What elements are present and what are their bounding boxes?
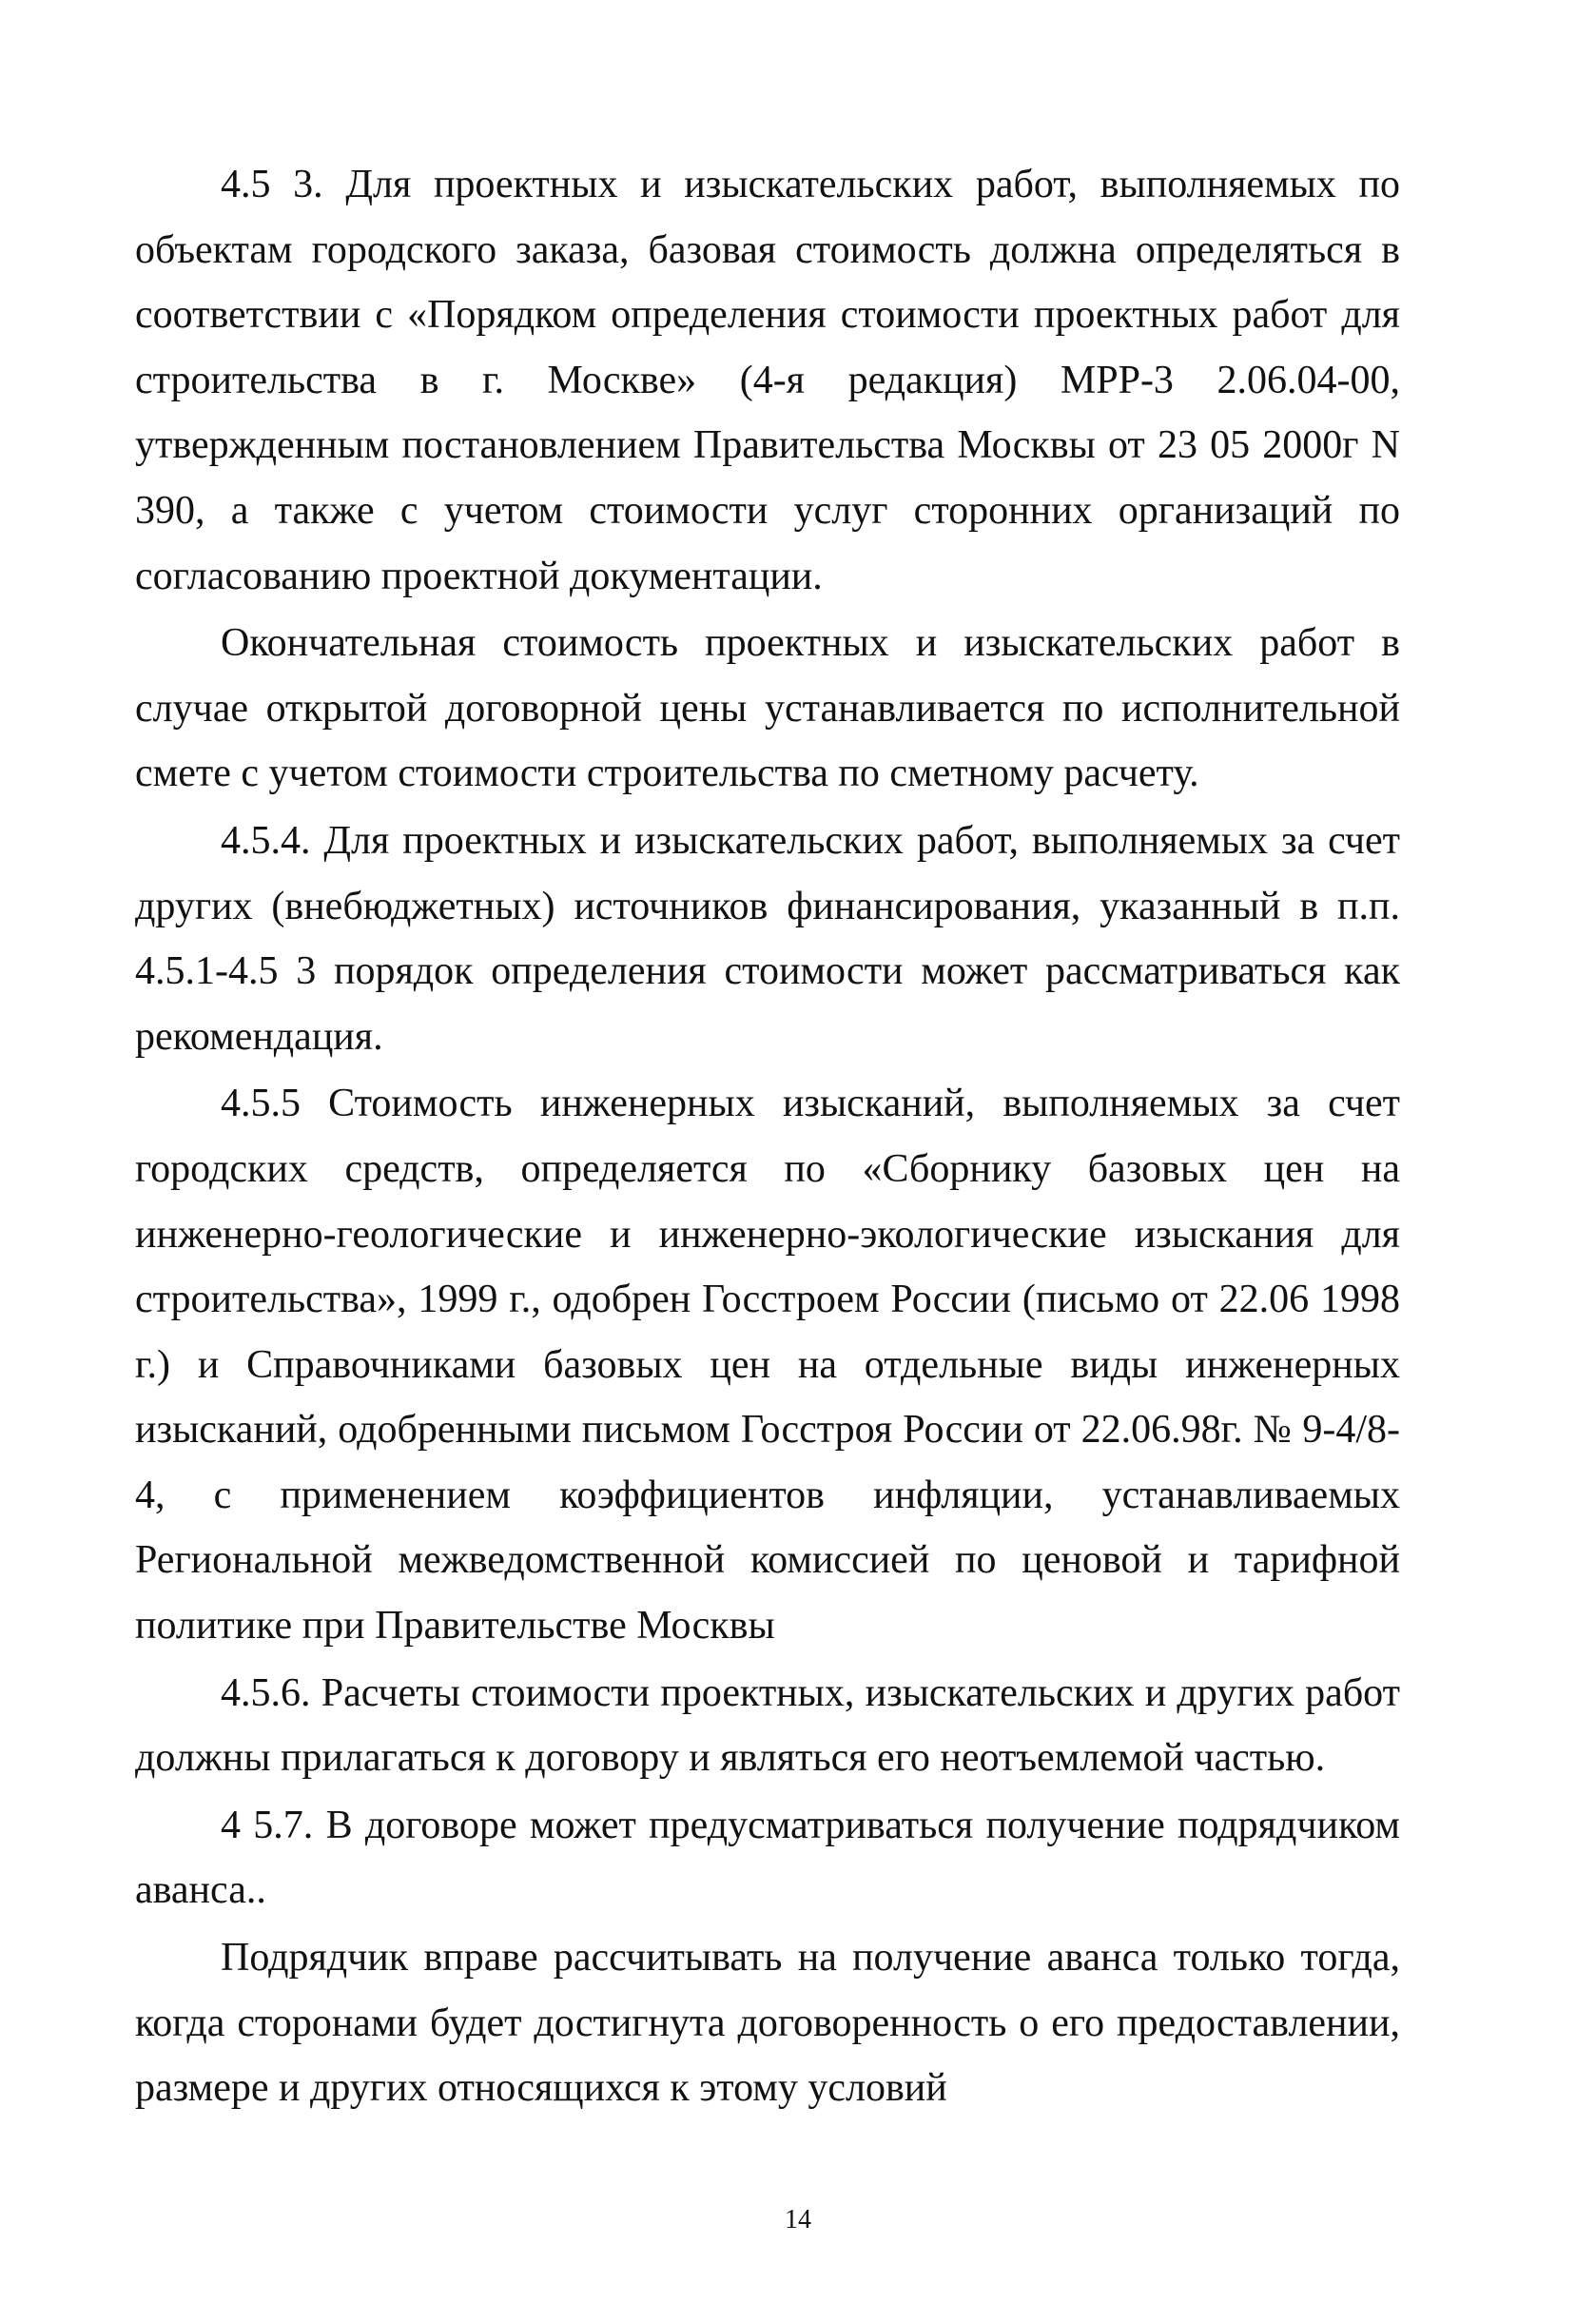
paragraph-4-5-4: 4.5.4. Для проектных и изыскательских работ, выполняемых за счет других (внебюджетных) источников финансирования, указанный в п.п. 4.5.1-4.5 3 порядок определения стоимости может рассматриваться как рекомендация. — [135, 818, 1400, 1059]
paragraph-4-5-5: 4.5.5 Стоимость инженерных изысканий, выполняемых за счет городских средств, определяется по «Сборнику базовых цен на инженерно-геологические и инженерно-экологические изыскания для строительства», 1999 г., одобрен Госстроем России (письмо от 22.06 1998 г.) и Справочниками базовых цен на отдельные виды инженерных изысканий, одобренными письмом Госстроя России от 22.06.98г. № 9-4/8-4, с применением коэффициентов инфляции, устанавливаемых Региональной межведомственной комиссией по ценовой и тарифной политике при Правительстве Москвы — [135, 1082, 1400, 1649]
page-number: 14 — [785, 2205, 811, 2234]
paragraph-4-5-7: 4 5.7. В договоре может предусматриваться получение подрядчиком аванса.. — [135, 1803, 1400, 1913]
paragraph-4-5-3: 4.5 3. Для проектных и изыскательских работ, выполняемых по объектам городского заказа, базовая стоимость должна определяться в соответствии с «Порядком определения стоимости проектных работ для строительства в г. Москве» (4-я редакция) МРР-3 2.06.04-00, утвержденным постановлением Правительства Москвы от 23 05 2000г N 390, а также с учетом стоимости услуг сторонних организаций по согласованию проектной документации. — [135, 163, 1400, 598]
document-body — [135, 152, 1400, 2121]
paragraph-4-5-6: 4.5.6. Расчеты стоимости проектных, изыскательских и других работ должны прилагаться к договору и являться его неотъемлемой частью. — [135, 1670, 1400, 1781]
paragraph-final-cost: Окончательная стоимость проектных и изыскательских работ в случае открытой договорной цены устанавливается по исполнительной смете с учетом стоимости строительства по сметному расчету. — [135, 621, 1400, 796]
paragraph-advance: Подрядчик вправе рассчитывать на получение аванса только тогда, когда сторонами будет достигнута договоренность о его предоставлении, размере и других относящихся к этому условий — [135, 1936, 1400, 2111]
